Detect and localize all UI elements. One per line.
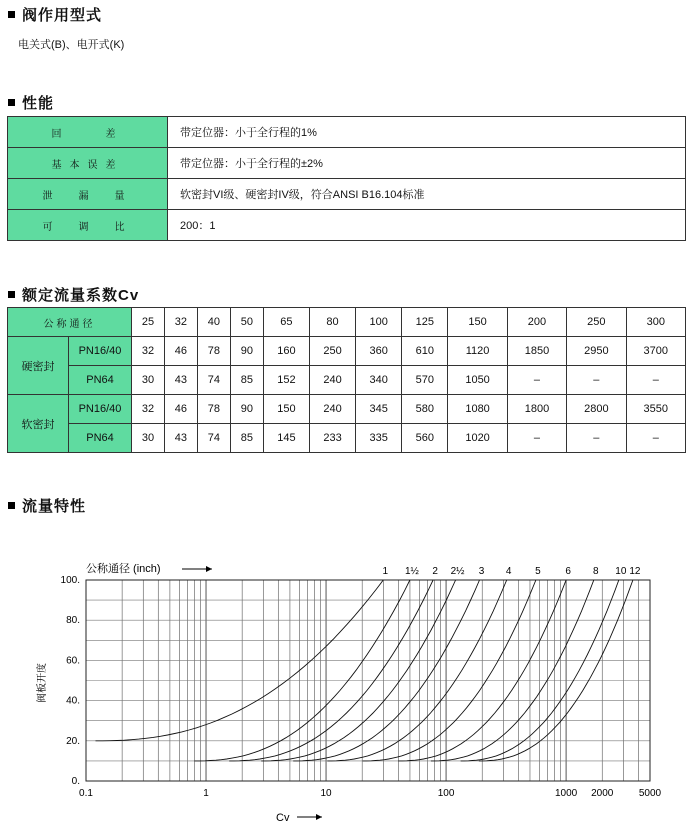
x-tick-label: 100 xyxy=(437,788,455,799)
cv-value-cell: 30 xyxy=(132,366,165,395)
y-tick-label: 60. xyxy=(66,655,80,667)
cv-value-cell: 74 xyxy=(197,366,230,395)
series-label: 8 xyxy=(592,566,599,577)
cv-value-cell: 1850 xyxy=(507,337,566,366)
header-size-cell: 50 xyxy=(230,308,263,337)
table-row xyxy=(8,337,686,366)
series-label: 1 xyxy=(382,566,389,577)
cv-value-cell: – xyxy=(567,366,626,395)
perf-value: 200：1 xyxy=(168,210,686,241)
cv-value-cell: 160 xyxy=(263,337,309,366)
header-size-cell: 80 xyxy=(309,308,355,337)
perf-key: 回 差 xyxy=(8,117,168,148)
bullet-square-icon xyxy=(8,502,15,509)
cv-value-cell: 150 xyxy=(263,395,309,424)
series-curve xyxy=(363,580,536,761)
header-size-cell: 250 xyxy=(567,308,626,337)
section-title-action-type: 阀作用型式 xyxy=(8,4,102,25)
cv-table xyxy=(7,307,686,453)
section-title-flow-characteristic: 流量特性 xyxy=(8,495,86,516)
header-size-cell: 125 xyxy=(402,308,448,337)
y-tick-label: 40. xyxy=(66,695,80,707)
table-row xyxy=(8,179,686,210)
cv-value-cell: 240 xyxy=(309,395,355,424)
cv-value-cell: – xyxy=(626,366,685,395)
x-tick-label: 2000 xyxy=(591,788,614,799)
cv-value-cell: 43 xyxy=(164,424,197,453)
header-size-cell: 150 xyxy=(448,308,507,337)
series-curve xyxy=(479,580,633,761)
cv-value-cell: 90 xyxy=(230,395,263,424)
header-size-cell: 65 xyxy=(263,308,309,337)
cv-value-cell: – xyxy=(507,424,566,453)
cv-value-cell: – xyxy=(567,424,626,453)
series-label: 6 xyxy=(565,566,571,577)
cv-value-cell: – xyxy=(626,424,685,453)
x-tick-label: 1 xyxy=(203,788,209,799)
cv-value-cell: 360 xyxy=(356,337,402,366)
series-label: 4 xyxy=(505,566,512,577)
series-label: 2½ xyxy=(450,566,465,577)
x-tick-label: 5000 xyxy=(638,788,662,799)
y-axis-label: 阀板开度 xyxy=(37,663,48,703)
header-size-cell: 100 xyxy=(356,308,402,337)
pressure-class-cell: PN16/40 xyxy=(69,337,132,366)
action-type-text: 电关式(B)、电开式(K) xyxy=(18,39,125,51)
header-size-cell: 25 xyxy=(132,308,165,337)
cv-value-cell: 32 xyxy=(132,395,165,424)
cv-value-cell: 560 xyxy=(402,424,448,453)
y-tick-label: 80. xyxy=(66,615,80,627)
bullet-square-icon xyxy=(8,11,15,18)
cv-value-cell: 2950 xyxy=(567,337,626,366)
series-label: 10 xyxy=(615,566,627,577)
cv-value-cell: 85 xyxy=(230,424,263,453)
bullet-square-icon xyxy=(8,291,15,298)
table-row xyxy=(8,366,686,395)
cv-value-cell: 1120 xyxy=(448,337,507,366)
flow-characteristic-chart xyxy=(0,555,692,826)
bullet-square-icon xyxy=(8,99,15,106)
cv-value-cell: 335 xyxy=(356,424,402,453)
series-curve xyxy=(431,580,594,761)
pressure-class-cell: PN64 xyxy=(69,424,132,453)
cv-value-cell: 32 xyxy=(132,337,165,366)
cv-value-cell: 43 xyxy=(164,366,197,395)
performance-table xyxy=(7,116,686,241)
cv-value-cell: 152 xyxy=(263,366,309,395)
cv-value-cell: 3550 xyxy=(626,395,685,424)
series-curve xyxy=(261,580,455,761)
perf-value: 软密封VI级、硬密封IV级，符合ANSI B16.104标准 xyxy=(168,179,686,210)
chart-top-label: 公称通径 (inch) xyxy=(86,563,161,575)
table-header-row xyxy=(8,308,686,337)
cv-value-cell: 240 xyxy=(309,366,355,395)
pressure-class-cell: PN16/40 xyxy=(69,395,132,424)
cv-value-cell: 1080 xyxy=(448,395,507,424)
cv-value-cell: 3700 xyxy=(626,337,685,366)
header-size-cell: 200 xyxy=(507,308,566,337)
perf-key: 泄 漏 量 xyxy=(8,179,168,210)
series-label: 5 xyxy=(535,566,541,577)
cv-value-cell: 85 xyxy=(230,366,263,395)
cv-value-cell: 570 xyxy=(402,366,448,395)
x-tick-label: 10 xyxy=(320,788,332,799)
x-axis-label: Cv xyxy=(276,812,290,824)
pressure-class-cell: PN64 xyxy=(69,366,132,395)
series-label: 2 xyxy=(432,566,438,577)
cv-value-cell: 46 xyxy=(164,395,197,424)
section-title-performance: 性能 xyxy=(8,92,54,113)
header-nominal-size: 公称通径 xyxy=(8,308,132,337)
header-size-cell: 300 xyxy=(626,308,685,337)
cv-value-cell: 250 xyxy=(309,337,355,366)
header-size-cell: 40 xyxy=(197,308,230,337)
y-tick-label: 0. xyxy=(71,776,80,787)
table-row xyxy=(8,395,686,424)
cv-value-cell: 90 xyxy=(230,337,263,366)
perf-key: 基本误差 xyxy=(8,148,168,179)
x-tick-label: 1000 xyxy=(554,788,578,799)
cv-value-cell: 340 xyxy=(356,366,402,395)
cv-value-cell: – xyxy=(507,366,566,395)
cv-value-cell: 1020 xyxy=(448,424,507,453)
seal-type-cell: 软密封 xyxy=(8,395,69,453)
cv-value-cell: 46 xyxy=(164,337,197,366)
table-row xyxy=(8,117,686,148)
perf-key: 可 调 比 xyxy=(8,210,168,241)
table-row xyxy=(8,148,686,179)
cv-value-cell: 78 xyxy=(197,337,230,366)
perf-value: 带定位器：小于全行程的1% xyxy=(168,117,686,148)
x-tick-label: 0.1 xyxy=(79,788,93,799)
cv-value-cell: 345 xyxy=(356,395,402,424)
table-row xyxy=(8,424,686,453)
series-curve xyxy=(229,580,433,761)
table-row xyxy=(8,210,686,241)
y-tick-label: 100. xyxy=(60,575,80,586)
cv-value-cell: 610 xyxy=(402,337,448,366)
cv-value-cell: 2800 xyxy=(567,395,626,424)
header-size-cell: 32 xyxy=(164,308,197,337)
perf-value: 带定位器：小于全行程的±2% xyxy=(168,148,686,179)
y-tick-label: 20. xyxy=(66,735,80,747)
cv-value-cell: 580 xyxy=(402,395,448,424)
cv-value-cell: 74 xyxy=(197,424,230,453)
series-label: 1½ xyxy=(404,566,419,577)
seal-type-cell: 硬密封 xyxy=(8,337,69,395)
cv-value-cell: 30 xyxy=(132,424,165,453)
cv-value-cell: 233 xyxy=(309,424,355,453)
cv-value-cell: 145 xyxy=(263,424,309,453)
top-arrowhead-icon xyxy=(206,566,212,572)
section-title-cv: 额定流量系数Cv xyxy=(8,284,139,305)
cv-value-cell: 1800 xyxy=(507,395,566,424)
cv-value-cell: 78 xyxy=(197,395,230,424)
series-curve xyxy=(327,580,506,761)
cv-value-cell: 1050 xyxy=(448,366,507,395)
series-label: 3 xyxy=(478,566,485,577)
series-label: 12 xyxy=(629,566,641,577)
x-axis-arrowhead-icon xyxy=(316,814,322,820)
